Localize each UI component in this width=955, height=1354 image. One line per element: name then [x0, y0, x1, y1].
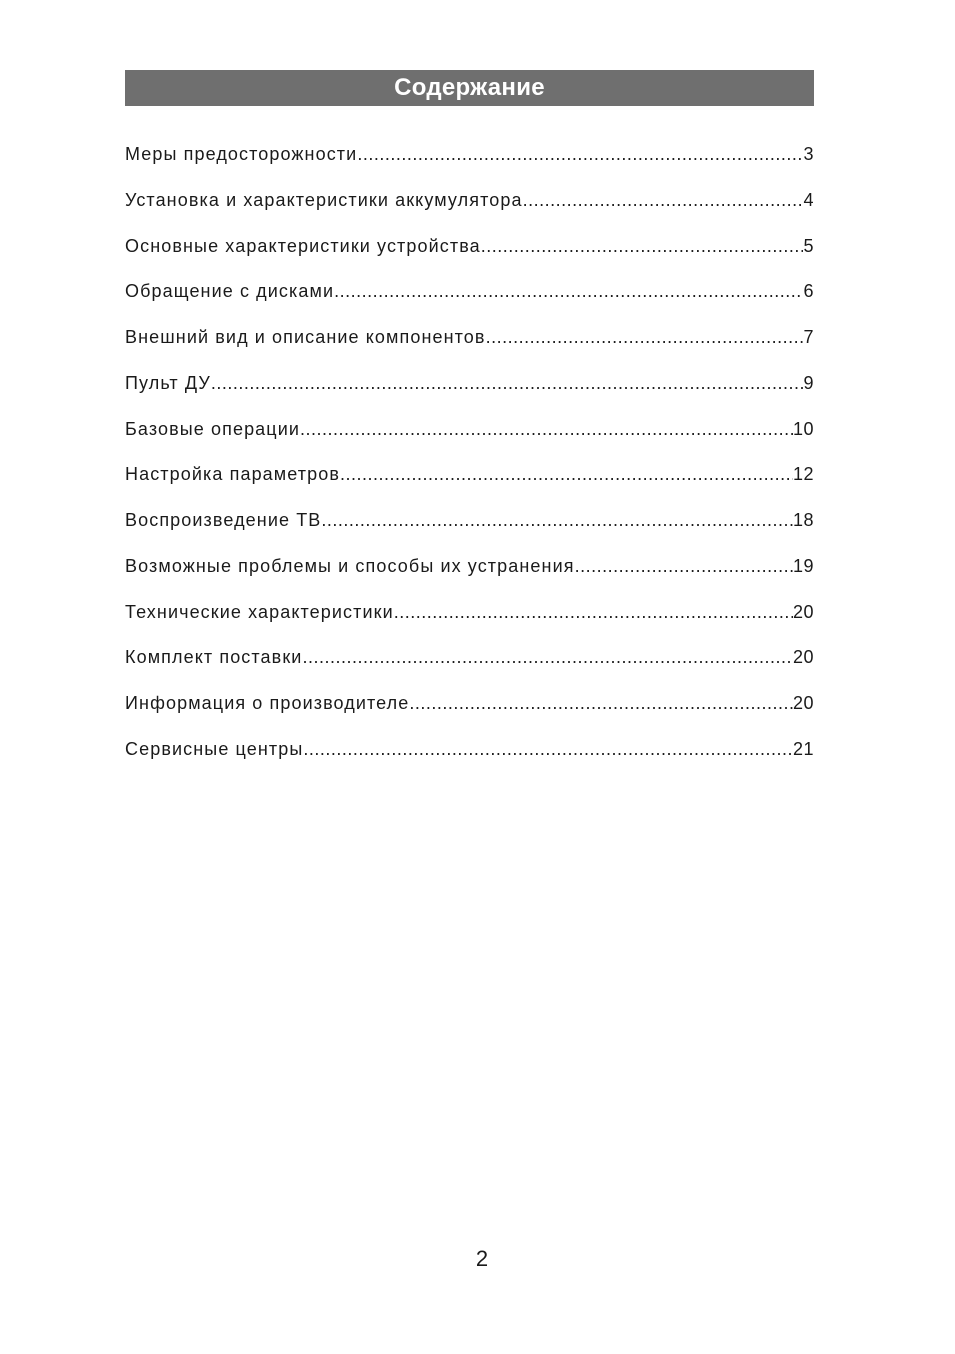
toc-entry-page: 4 [803, 189, 814, 210]
toc-entry[interactable] [125, 236, 814, 282]
toc-entry-label: Технические характеристики [125, 601, 394, 622]
toc-entry-label: Комплект поставки [125, 647, 303, 668]
toc-entry-page: 5 [803, 235, 814, 256]
toc-entry-label: Внешний вид и описание компонентов [125, 327, 486, 347]
toc-entry[interactable] [125, 144, 814, 190]
toc-dot-leader [334, 281, 803, 302]
toc-entry-label: Меры предосторожности [125, 144, 358, 164]
toc-entry[interactable] [125, 327, 814, 373]
toc-entry-label: Настройка параметров [125, 464, 341, 485]
toc-dot-leader [303, 739, 793, 760]
page-title: Содержание [394, 74, 545, 101]
toc-entry-page: 20 [792, 601, 814, 622]
toc-entry-label: Сервисные центры [125, 738, 304, 759]
toc-entry-page: 7 [803, 327, 814, 347]
page-number: 2 [475, 1246, 489, 1271]
toc-entry-label: Пульт ДУ [125, 372, 211, 393]
toc-dot-leader [409, 693, 793, 714]
toc-entry-page: 6 [803, 281, 814, 302]
toc-entry-label: Установка и характеристики аккумулятора [125, 189, 523, 210]
toc-entry-page: 9 [803, 372, 814, 393]
toc-entry[interactable] [125, 464, 814, 510]
toc-dot-leader [486, 327, 804, 348]
toc-entry-label: Обращение с дисками [125, 281, 335, 302]
toc-dot-leader [394, 602, 793, 623]
toc-entry[interactable] [125, 556, 814, 602]
toc-entry-page: 12 [792, 464, 814, 485]
toc-entry-page: 21 [792, 738, 814, 759]
toc-dot-leader [300, 419, 793, 440]
toc-dot-leader [523, 190, 804, 211]
toc-dot-leader [302, 647, 793, 668]
toc-entry-page: 19 [792, 555, 814, 576]
toc-entry[interactable] [125, 602, 814, 648]
toc-entry-page: 20 [792, 647, 814, 668]
toc-entry-page: 18 [792, 510, 814, 530]
toc-entry-label: Информация о производителе [125, 693, 410, 713]
toc-entry[interactable] [125, 510, 814, 556]
toc-entry-label: Основные характеристики устройства [125, 235, 481, 256]
table-of-contents [125, 144, 814, 785]
toc-entry-label: Воспроизведение ТВ [125, 510, 322, 530]
toc-dot-leader [340, 464, 793, 485]
toc-dot-leader [321, 510, 793, 531]
toc-dot-leader [481, 236, 804, 257]
toc-entry[interactable] [125, 373, 814, 419]
toc-dot-leader [211, 373, 804, 394]
toc-entry-label: Возможные проблемы и способы их устранения [125, 555, 575, 576]
toc-entry-label: Базовые операции [125, 418, 301, 439]
toc-entry-page: 10 [792, 418, 814, 439]
toc-dot-leader [575, 556, 793, 577]
title-bar [125, 70, 814, 106]
toc-entry-page: 3 [803, 144, 814, 164]
toc-dot-leader [357, 144, 803, 165]
toc-entry[interactable] [125, 693, 814, 739]
toc-entry[interactable] [125, 281, 814, 327]
toc-entry[interactable] [125, 190, 814, 236]
toc-entry[interactable] [125, 419, 814, 465]
toc-entry[interactable] [125, 647, 814, 693]
toc-entry[interactable] [125, 739, 814, 785]
toc-entry-page: 20 [792, 693, 814, 713]
